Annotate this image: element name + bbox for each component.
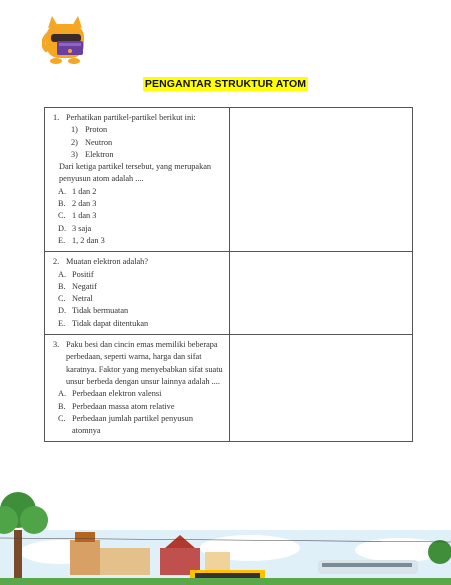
answer-option: A. Perbedaan elektron valensi — [58, 389, 162, 399]
answer-cell — [230, 335, 413, 442]
question-number: 2. — [53, 257, 60, 267]
question-text: Muatan elektron adalah? — [66, 257, 149, 267]
question-1 — [45, 108, 229, 251]
list-item: 3) Elektron — [71, 149, 114, 159]
answer-option: E. Tidak dapat ditentukan — [58, 318, 149, 328]
question-table — [44, 107, 413, 442]
question-row-1 — [45, 108, 413, 252]
question-prompt: Dari ketiga partikel tersebut, yang merupakan penyusun atom adalah .... — [59, 162, 212, 184]
answer-option: C. Perbedaan jumlah partikel penyusun atomnya — [58, 413, 193, 436]
answer-option: C. 1 dan 3 — [58, 211, 97, 221]
answer-option: B. Negatif — [58, 281, 97, 291]
list-item: 2) Neutron — [71, 137, 113, 147]
answer-option: A. Positif — [58, 269, 94, 279]
page-title: PENGANTAR STRUKTUR ATOM — [144, 78, 307, 90]
answer-option: E. 1, 2 dan 3 — [58, 235, 105, 245]
list-item: 1) Proton — [71, 125, 108, 135]
city-skyline-illustration — [0, 490, 451, 585]
answer-option: B. 2 dan 3 — [58, 199, 97, 209]
answer-cell — [230, 108, 413, 252]
question-number: 3. — [53, 340, 60, 350]
cat-mascot-icon — [42, 16, 90, 66]
question-2 — [45, 252, 229, 334]
answer-option: C. Netral — [58, 294, 93, 304]
question-number: 1. — [53, 113, 60, 122]
question-row-3 — [45, 335, 413, 442]
answer-option: D. 3 saja — [58, 223, 92, 233]
question-3 — [45, 335, 229, 441]
answer-option: A. 1 dan 2 — [58, 186, 97, 196]
answer-option: D. Tidak bermuatan — [58, 306, 129, 316]
question-text: Perhatikan partikel-partikel berikut ini: — [66, 113, 196, 122]
question-text: Paku besi dan cincin emas memiliki beberapa perbedaan, seperti warna, harga dan sifat karatnya. Faktor yang menyebabkan sifat suatu unsur berbeda dengan unsur lainnya adalah .... — [66, 340, 223, 386]
answer-cell — [230, 252, 413, 335]
answer-option: B. Perbedaan massa atom relative — [58, 401, 175, 411]
question-row-2 — [45, 252, 413, 335]
